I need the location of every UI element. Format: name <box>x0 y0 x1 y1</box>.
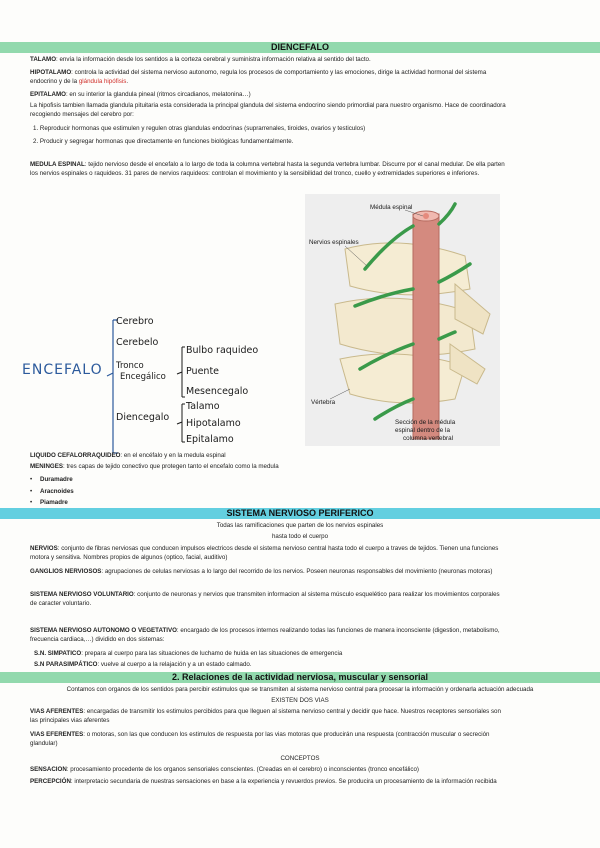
paragraph-simpatico <box>34 649 574 658</box>
text-simpatico: : prepara al cuerpo para las situaciones de luchamo de huida en las situaciones de emergencia <box>81 650 343 657</box>
handwritten-tronco-encefalico: Encegálico <box>120 372 166 382</box>
text-ganglios: : agrupaciones de celulas nerviosas a lo largo del recorrido de los nervios. Poseen neuronas responsables del movimiento (neuronas motoras) <box>101 568 493 575</box>
paragraph-medula <box>30 160 570 179</box>
paragraph-voluntario <box>30 590 570 609</box>
paragraph-epitalamo <box>30 90 570 99</box>
term-talamo: TALAMO <box>30 56 57 63</box>
paragraph-aferentes <box>30 707 570 726</box>
paragraph-nervios <box>30 544 570 563</box>
text-talamo: : envía la información desde los sentidos a la corteza cerebral y suministra información relativa al sentido del tacto. <box>56 56 371 63</box>
text-relaciones-2: EXISTEN DOS VIAS <box>271 697 329 704</box>
text-snp-1: Todas las ramificaciones que parten de los nervios espinales <box>216 522 384 529</box>
text-meninges: : tres capas de tejido conectivo que protegen tanto el encefalo como la medula <box>63 463 279 470</box>
term-hipotalamo: HIPOTALAMO <box>30 69 72 76</box>
text-piamadre: Piamadre <box>40 499 68 506</box>
text-aferentes-1: : encargadas de transmitir los estimulos percibidos para que lleguen al sistema nervioso central y decidir que hace. Nuestros receptores sensoriales son <box>83 708 501 715</box>
label-medula-espinal: Médula espinal <box>370 204 413 211</box>
paragraph-sensacion <box>30 765 570 774</box>
text-percepcion: : interpretacio secundaria de nuestras sensaciones en base a la experiencia y revuerdos previos. Se producira un procesamiento de la información recibida <box>70 778 497 785</box>
text-sensacion: : procesamiento procedente de los organos sensoriales conscientes. (Creadas en el cerebro) o inconscientes (tronco encefálico) <box>66 766 419 773</box>
spinal-cord-figure <box>305 194 500 446</box>
label-seccion-1: Sección de la médula <box>395 419 456 426</box>
text-medula-1: : tejido nervioso desde el encefalo a lo largo de toda la columna vertebral hasta la segunda vertebra lumbar. Discurre por el canal medular. De ella parten <box>84 161 505 168</box>
paragraph-ganglios <box>30 567 570 576</box>
paragraph-hipofisis <box>30 101 570 120</box>
term-medula: MEDULA ESPINAL <box>30 161 85 168</box>
handwritten-talamo: Talamo <box>186 401 220 412</box>
paragraph-hipotalamo <box>30 68 570 87</box>
term-ganglios: GANGLIOS NERVIOSOS <box>30 568 102 575</box>
bullet-duramadre: • Duramadre <box>30 476 73 483</box>
paragraph-eferentes <box>30 730 570 749</box>
text-epitalamo: : en su interior la glandula pineal (ritmos circadianos, melatonina…) <box>65 91 251 98</box>
handwritten-encefalo: ENCEFALO <box>22 362 103 378</box>
text-autonomo-1: : encargado de los procesos internos realizando todas las funciones de manera inconsciente (digestion, metabolismo, <box>176 627 500 634</box>
text-aracnoides: Aracnoides <box>40 488 74 495</box>
term-parasimpatico: S.N PARASIMPÁTICO <box>34 661 98 668</box>
handwritten-bulbo: Bulbo raquideo <box>186 345 259 356</box>
vertebra-low <box>340 354 465 403</box>
highlight-hipofisis: glándula hipófisis <box>78 78 127 86</box>
text-eferentes-1: : o motoras, son las que conducen los estimulos de respuesta por las vias motoras que producirán una respuesta (contracción muscular o secreción <box>83 731 490 738</box>
handwritten-diencefalo: Diencegalo <box>116 412 170 423</box>
text-aferentes-2: las principales vias aferentes <box>30 717 110 725</box>
text-voluntario-1: : conjunto de neuronas y nervios que transmiten informacion al sistema músculo esquelético para realizar los movimientos corporales <box>133 591 500 598</box>
section-header-diencefalo: DIENCEFALO <box>0 42 600 53</box>
section-header-snp: SISTEMA NERVIOSO PERIFERICO <box>0 508 600 519</box>
bullet-aracnoides: • Aracnoides <box>30 488 74 495</box>
label-nervios-espinales: Nervios espinales <box>309 239 359 246</box>
text-hipofisis-2: recogiendo mensajes del cerebro por: <box>30 111 134 119</box>
spinal-cord <box>413 214 439 439</box>
text-hipotalamo-1: : controla la actividad del sistema nervioso autonomo, regula los procesos de comportamiento y las emociones, dirige la actividad hormonal del sistema <box>71 69 487 76</box>
text-duramadre: Duramadre <box>40 476 73 483</box>
handwritten-tronco: Tronco <box>116 361 144 371</box>
paragraph-meninges <box>30 462 570 471</box>
text-nervios-2: motora y sensitiva. Nombres propios de algunos (optico, facial, auditivo) <box>30 554 228 562</box>
term-percepcion: PERCEPCIÓN <box>30 778 71 785</box>
text-relaciones-1: Contamos con organos de los sentidos para percibir estimulos que se transmiten al sistema nervioso central para procesar la información y ordenarla actuación adecuada <box>66 686 534 693</box>
term-liquido: LIQUIDO CEFALORRAQUIDEO <box>30 452 121 459</box>
paragraph-talamo <box>30 55 570 64</box>
section-header-relaciones: 2. Relaciones de la actividad nerviosa, muscular y sensorial <box>0 672 600 683</box>
handwritten-hipotalamo: Hipotalamo <box>186 418 241 429</box>
paragraph-liquido <box>30 451 570 460</box>
term-meninges: MENINGES <box>30 463 64 470</box>
text-eferentes-2: glandular) <box>30 740 58 748</box>
text-conceptos: CONCEPTOS <box>280 755 320 762</box>
paragraph-parasimpatico <box>34 660 574 669</box>
term-sensacion: SENSACION <box>30 766 67 773</box>
text-hipotalamo-2: endocrino y de la <box>30 78 79 86</box>
term-nervios: NERVIOS <box>30 545 58 552</box>
text-hipotalamo-3: . <box>126 78 129 86</box>
handwritten-cerebro: Cerebro <box>116 316 154 327</box>
handwritten-epitalamo: Epitalamo <box>186 434 234 445</box>
list-item-2: 2. Producir y segregar hormonas que directamente en funciones biológicas fundamentalmente. <box>33 138 294 145</box>
text-nervios-1: : conjunto de fibras nerviosas que conducen impulsos electricos desde el sistema nervioso central hasta todo el cuerpo a traves de tejidos. Tienen una funciones <box>57 545 499 552</box>
text-voluntario-2: de caracter voluntario. <box>30 600 92 608</box>
bullet-piamadre: • Piamadre <box>30 499 68 506</box>
term-autonomo: SISTEMA NERVIOSO AUTONOMO O VEGETATIVO <box>30 627 177 634</box>
label-seccion-2: espinal dentro de la <box>395 427 450 434</box>
term-voluntario: SISTEMA NERVIOSO VOLUNTARIO <box>30 591 134 598</box>
paragraph-autonomo <box>30 626 570 645</box>
brace-tronco <box>174 345 186 401</box>
term-aferentes: VIAS AFERENTES <box>30 708 84 715</box>
brace-diencefalo <box>174 402 186 446</box>
label-seccion-3: columna vertebral <box>403 435 454 442</box>
text-medula-2: los nervios espinales o raquideos. 31 pares de nervios raquideos: controlan el movimiento y la sensibilidad del tronco, cuello y extremidades superiores e inferiores. <box>30 170 480 178</box>
handwritten-puente: Puente <box>186 366 220 377</box>
term-eferentes: VIAS EFERENTES <box>30 731 84 738</box>
handwritten-mesencefalo: Mesencegalo <box>186 386 249 397</box>
label-vertebra: Vértebra <box>311 399 336 406</box>
text-liquido: : en el encéfalo y en la medula espinal <box>120 452 226 459</box>
text-parasimpatico: : vuelve al cuerpo a la relajación y a un estado calmado. <box>97 661 252 668</box>
term-epitalamo: EPITALAMO <box>30 91 66 98</box>
paragraph-percepcion <box>30 777 570 786</box>
term-simpatico: S.N. SIMPATICO <box>34 650 82 657</box>
text-hipofisis-1: La hipofisis tambien llamada glandula pituitaria esta considerada la principal glandula del sistema endocrino siendo primordial para nuestro organismo. Hace de coordinadora <box>30 102 506 109</box>
list-item-1: 1. Reproducir hormonas que estimulen y regulen otras glandulas endocrinas (suprarrenales, tiroides, ovarios y testiculos) <box>33 125 366 132</box>
text-snp-2: hasta todo el cuerpo <box>271 533 329 540</box>
handwritten-cerebelo: Cerebelo <box>116 337 159 348</box>
text-autonomo-2: frecuencia cardiaca,…) dividido en dos sistemas: <box>30 636 165 644</box>
